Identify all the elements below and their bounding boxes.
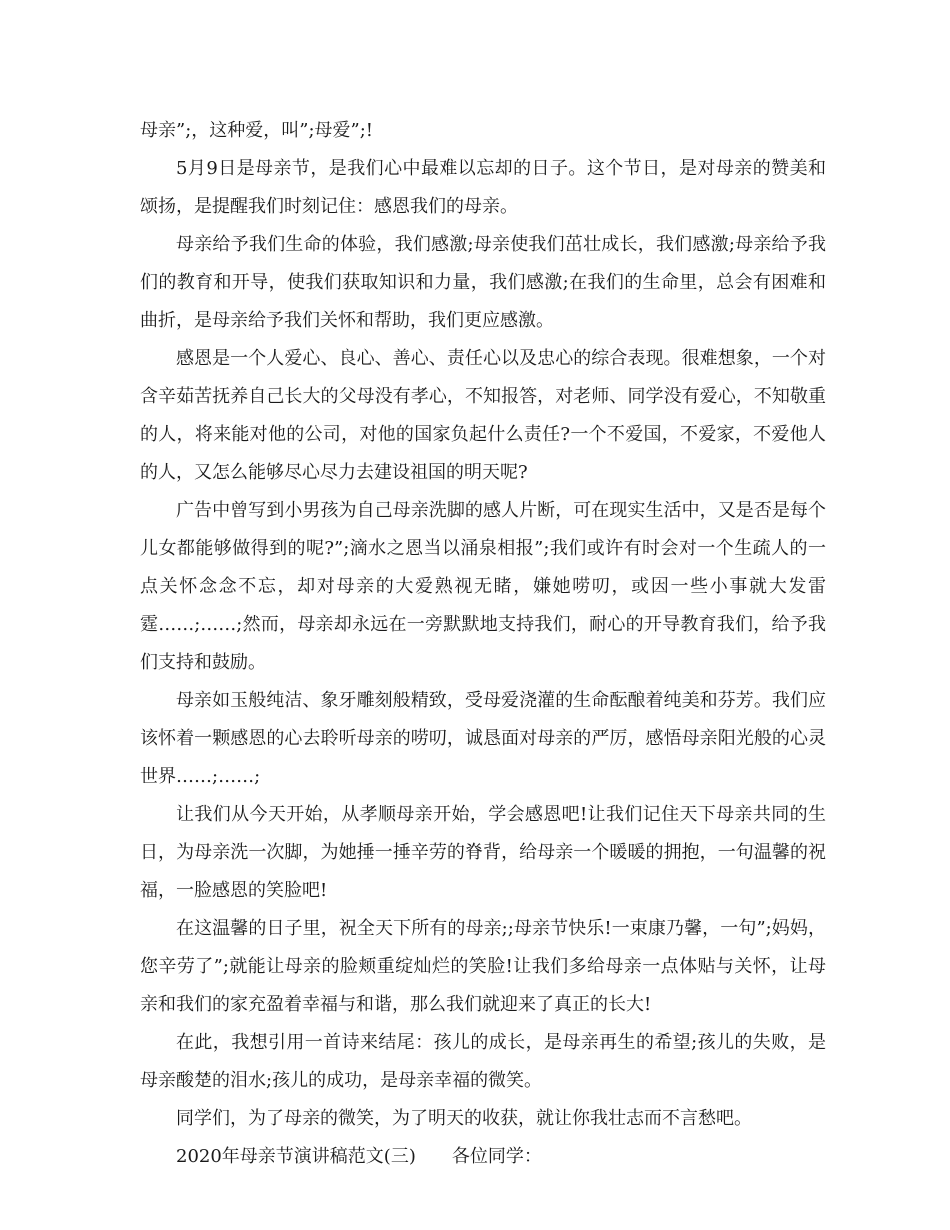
paragraph: 让我们从今天开始，从孝顺母亲开始，学会感恩吧!让我们记住天下母亲共同的生日，为母亲洗一次脚，为她捶一捶辛劳的脊背，给母亲一个暖暖的拥抱，一句温馨的祝福，一脸感恩的笑脸吧! bbox=[140, 804, 826, 901]
paragraph: 在此，我想引用一首诗来结尾：孩儿的成长，是母亲再生的希望;孩儿的失败，是母亲酸楚的泪水;孩儿的成功，是母亲幸福的微笑。 bbox=[140, 1032, 826, 1091]
paragraph: 同学们，为了母亲的微笑，为了明天的收获，就让你我壮志而不言愁吧。 bbox=[176, 1108, 752, 1129]
paragraph: 在这温馨的日子里，祝全天下所有的母亲;;母亲节快乐!一束康乃馨，一句”;妈妈，您辛劳了”;就能让母亲的脸颊重绽灿烂的笑脸!让我们多给母亲一点体贴与关怀，让母亲和我们的家充盈着幸福与和谐，那么我们就迎来了真正的长大! bbox=[140, 918, 826, 1015]
paragraph: 5月9日是母亲节，是我们心中最难以忘却的日子。这个节日，是对母亲的赞美和颂扬，是提醒我们时刻记住：感恩我们的母亲。 bbox=[140, 158, 826, 217]
paragraph: 母亲给予我们生命的体验，我们感激;母亲使我们茁壮成长，我们感激;母亲给予我们的教育和开导，使我们获取知识和力量，我们感激;在我们的生命里，总会有困难和曲折，是母亲给予我们关怀和帮助，我们更应感激。 bbox=[140, 234, 826, 331]
paragraph: 感恩是一个人爱心、良心、善心、责任心以及忠心的综合表现。很难想象，一个对含辛茹苦抚养自己长大的父母没有孝心，不知报答，对老师、同学没有爱心，不知敬重的人，将来能对他的公司，对他的国家负起什么责任?一个不爱国，不爱家，不爱他人的人，又怎么能够尽心尽力去建设祖国的明天呢? bbox=[140, 348, 826, 483]
paragraph: 母亲如玉般纯洁、象牙雕刻般精致，受母爱浇灌的生命酝酿着纯美和芬芳。我们应该怀着一颗感恩的心去聆听母亲的唠叨，诚恳面对母亲的严厉，感悟母亲阳光般的心灵世界……;……; bbox=[140, 690, 826, 787]
paragraph: 广告中曾写到小男孩为自己母亲洗脚的感人片断，可在现实生活中，又是否是每个儿女都能够做得到的呢?”;滴水之恩当以涌泉相报”;我们或许有时会对一个生疏人的一点关怀念念不忘，却对母亲的大爱熟视无睹，嫌她唠叨，或因一些小事就大发雷霆……;……;然而，母亲却永远在一旁默默地支持我们，耐心的开导教育我们，给予我们支持和鼓励。 bbox=[140, 500, 826, 673]
section-heading: 2020年母亲节演讲稿范文(三) 各位同学： bbox=[176, 1146, 542, 1167]
paragraph: 母亲”;，这种爱，叫”;母爱”;! bbox=[140, 120, 374, 141]
document-body bbox=[140, 112, 826, 1176]
